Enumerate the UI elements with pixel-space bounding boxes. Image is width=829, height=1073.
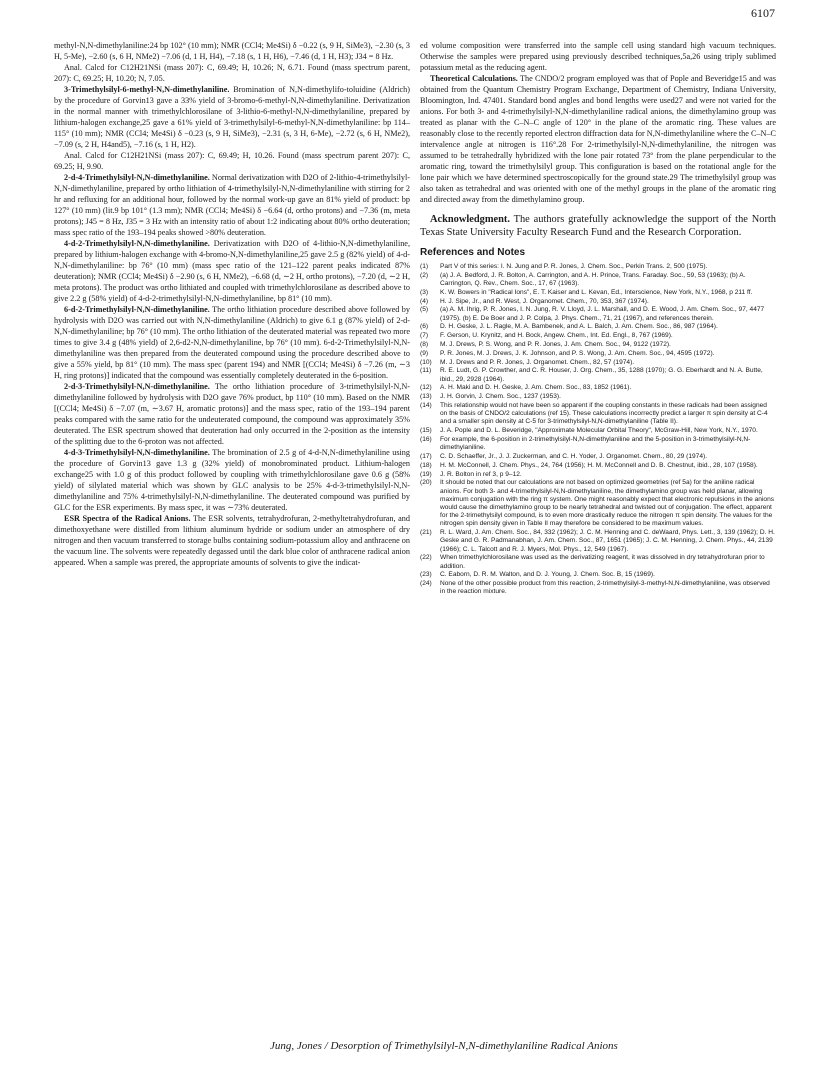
reference-item [420,289,776,297]
reference-number: (10) [420,358,432,366]
paragraph-text: The bromination of 2.5 g of 4-d-N,N-dimethylaniline using the procedure of Gorvin13 gave 1.3 g (32% yield) of monobrominated product. Lithium-halogen exchange25 with 1.0 g of this product followed by coupling with trimethylchlorosilane gave 0.6 g (58% yield) of silylated material which was shown by GLC analysis to be 25% 4-d-3-trimethylsilyl-N,N-dimethylaniline and 75% 4-trimethylsilyl-N,N-dimethylaniline. The deuterated compound was purified by GLC for the ESR experiments. By mass spec, it was ∼73% deuterated. [54,448,410,512]
reference-number: (23) [420,571,432,579]
reference-text: (a) J. A. Bedford, J. R. Bolton, A. Carrington, and A. H. Prince, Trans. Faraday. Soc., 59, 53 (1963); (b) A. Carrington, Q. Rev., Chem. Soc., 17, 67 (1963). [440,271,746,287]
reference-text: (a) A. M. Ihrig, P. R. Jones, I. N. Jung, R. V. Lloyd, J. L. Marshall, and D. E. Wood, J. Am. Chem. Soc., 97, 4477 (1975). (b) E. De Boer and J. P. Colpa, J. Phys. Chem., 71, 21 (1967), and references therein. [440,306,765,322]
section-heading: 3-Trimethylsilyl-6-methyl-N,N-dimethylaniline. [64,85,230,94]
section-heading: 4-d-3-Trimethylsilyl-N,N-dimethylaniline. [64,448,210,457]
reference-item [420,453,776,461]
reference-item [420,367,776,383]
reference-item [420,384,776,392]
reference-text: J. R. Bolton in ref 3, p 9–12. [440,470,522,478]
reference-item [420,402,776,427]
references-list [420,263,776,597]
reference-item [420,554,776,570]
reference-number: (15) [420,427,432,435]
reference-number: (8) [420,340,429,348]
left-column-paragraph [54,172,410,238]
reference-number: (2) [420,271,429,279]
reference-text: H. J. Sipe, Jr., and R. West, J. Organomet. Chem., 70, 353, 367 (1974). [440,297,649,305]
reference-number: (11) [420,367,432,375]
acknowledgment-heading: Acknowledgment. [430,214,510,225]
left-column-paragraph [54,40,410,62]
left-column-paragraph [54,150,410,172]
reference-text: When trimethylchlorosilane was used as the derivatizing reagent, it was dissolved in dry tetrahydrofuran prior to addition. [440,554,765,570]
reference-item [420,479,776,528]
section-heading: Theoretical Calculations. [430,74,518,83]
left-column-paragraph [54,447,410,513]
reference-item [420,323,776,331]
reference-number: (18) [420,461,432,469]
section-heading: 2-d-4-Trimethylsilyl-N,N-dimethylaniline. [64,173,210,182]
reference-item [420,359,776,367]
reference-number: (21) [420,529,432,537]
reference-text: A. H. Maki and D. H. Geske, J. Am. Chem. Soc., 83, 1852 (1961). [440,384,632,392]
reference-text: This relationship would not have been so apparent if the coupling constants in these radicals had been assigned on the basis of CNDO/2 calculations (ref 15). These calculations incorrectly predict a larger π spin density at C-4 and a smaller spin density at C-5 for 3-trimethylsilyl-N,N-dimethylaniline (Table II). [440,401,768,426]
reference-text: P. R. Jones, M. J. Drews, J. K. Johnson, and P. S. Wong, J. Am. Chem. Soc., 94, 4595 (1972). [440,349,715,357]
reference-text: R. E. Ludt, G. P. Crowther, and C. R. Houser, J. Org. Chem., 35, 1288 (1970); G. G. Eberhardt and N. A. Butte, ibid., 29, 2928 (1964). [440,367,763,383]
reference-number: (16) [420,435,432,443]
reference-text: H. M. McConnell, J. Chem. Phys., 24, 764 (1956); H. M. McConnell and D. B. Chestnut, ibid., 28, 107 (1958). [440,461,758,469]
reference-item [420,298,776,306]
reference-number: (17) [420,452,432,460]
paragraph-text: The ESR solvents, tetrahydrofuran, 2-methyltetrahydrofuran, and dimethoxyethane were distilled from lithium aluminum hydride or sodium under an atmosphere of dry nitrogen and then vacuum transferred to storage bulbs containing sodium-potassium alloy and anthracene on the vacuum line. The solvents were repeatedly degassed until the dark blue color of anthracene radical anion appeared. When a sample was prered, the appropriate amounts of solvents to give the indicat- [54,514,410,567]
reference-text: None of the other possible product from this reaction, 2-trimethylsilyl-3-methyl-N,N-dimethylaniline, was observed in the reaction mixture. [440,580,770,596]
reference-item [420,272,776,288]
reference-text: Part V of this series: I. N. Jung and P. R. Jones, J. Chem. Soc., Perkin Trans. 2, 500 (1975). [440,263,708,270]
reference-number: (6) [420,323,429,331]
reference-item [420,580,776,596]
right-column-body [420,40,776,205]
reference-item [420,427,776,435]
paragraph-text: The ortho lithiation procedure of 3-trimethylsilyl-N,N-dimethylaniline followed by hydrolysis with D2O gave 76% product, bp 110° (10 mm). Based on the NMR [(CCl4; Me4Si) δ −7.07 (m, ∼3.67 H, aromatic protons)] and the mass spec, ratio of the 193–194 parent peaks compared with the same ratio for the undeuterated compound, the compound was approximately 35% deuterated. The ESR spectrum showed that deuteration had only occurred in the 2-position as the intensity of the splitting due to the 6-proton was not affected. [54,382,410,446]
reference-item [420,341,776,349]
left-column [54,40,410,568]
reference-number: (1) [420,263,429,270]
reference-number: (22) [420,554,432,562]
reference-item [420,263,776,271]
paragraph-text: Derivatization with D2O of 4-lithio-N,N-dimethylaniline, prepared by lithium-halogen exchange with 4-bromo-N,N-dimethylaniline,25 gave 2.5 g (82% yield) of 4-d-N,N-dimethylaniline: bp 76° (10 mm) (mass spec ratio of the 121–122 parent peaks indicated 87% deuteration); NMR (CCl4; Me4Si) δ −2.90 (s, 6 H, NMe2), −6.68 (d, ∼2 H, ortho protons), −7.20 (d, ∼2 H, meta protons). The product was ortho lithiated and coupled with trimethylchlorosilane as described above to give 2.2 g (58% yield) of 4-d-2-trimethylsilyl-N,N-dimethylaniline, bp 81° (10 mm). [54,239,410,303]
section-heading: 6-d-2-Trimethylsilyl-N,N-dimethylaniline. [64,305,210,314]
reference-text: M. J. Drews, P. S. Wong, and P. R. Jones, J. Am. Chem. Soc., 94, 9122 (1972). [440,340,671,348]
reference-text: F. Gerson, U. Krynitz, and H. Bock, Angew. Chem., Int. Ed. Engl., 8, 767 (1969). [440,332,673,340]
reference-text: C. D. Schaeffer, Jr., J. J. Zuckerman, and C. H. Yoder, J. Organomet. Chem., 80, 29 (1974). [440,452,708,460]
reference-item [420,471,776,479]
reference-item [420,350,776,358]
reference-number: (20) [420,479,432,487]
reference-item [420,529,776,554]
reference-number: (9) [420,349,429,357]
reference-item [420,462,776,470]
page-number: 6107 [751,6,775,20]
reference-number: (12) [420,384,432,392]
paragraph-text: Anal. Calcd for C12H21NSi (mass 207): C, 69.49; H, 10.26; N, 6.71. Found (mass spectrum parent, 207): C, 69.25; H, 10.20; N, 7.05. [54,63,410,83]
left-column-paragraph [54,513,410,568]
page-footer: Jung, Jones / Desorption of Trimethylsilyl-N,N-dimethylaniline Radical Anions [270,1040,618,1052]
left-column-paragraph [54,62,410,84]
reference-number: (13) [420,393,432,401]
reference-text: It should be noted that our calculations are not based on optimized geometries (ref 5a) for the aniline radical anions. For both 3- and 4-trimethylsilyl-N,N-dimethylaniline, the dimethylamino group was held planar, allowing maximum conjugation with the ring π system. One might reasonably expect that electronic repulsions in the anions would cause the dimethylamino group to be nearly tetrahedral and twisted out of conjugation. The effect, apparent for the 2-trimethylsilyl compound, is to even more drastically reduce the nitrogen π spin density. The values for the nitrogen spin density given in Table II may therefore be considered to be maximum values. [440,479,775,528]
reference-text: C. Eaborn, D. R. M. Walton, and D. J. Young, J. Chem. Soc. B, 15 (1969). [440,571,655,579]
left-column-paragraph [54,238,410,304]
paragraph-text: ed volume composition were transferred into the sample cell using standard high vacuum techniques. Otherwise the samples were prepared using previously described techniques,5a,26 using triply sublimed potassium metal as the reducing agent. [420,41,776,72]
reference-number: (24) [420,580,432,588]
section-heading: 2-d-3-Trimethylsilyl-N,N-dimethylaniline. [64,382,210,391]
acknowledgment-text: The authors gratefully acknowledge the support of the North Texas State University Faculty Research Fund and the Research Corporation. [420,214,776,238]
reference-item [420,393,776,401]
reference-item [420,332,776,340]
reference-text: D. H. Geske, J. L. Ragle, M. A. Bambenek, and A. L. Balch, J. Am. Chem. Soc., 86, 987 (1964). [440,323,718,331]
right-column [420,40,776,597]
reference-item [420,571,776,579]
reference-text: R. L. Ward, J. Am. Chem. Soc., 84, 332 (1962); J. C. M. Henning and C. deWaard, Phys. Lett., 3, 139 (1962); D. H. Geske and G. R. Padmanabhan, J. Am. Chem. Soc., 87, 1651 (1965); J. C. M. Henning, J. Chem. Phys., 44, 2139 (1966); C. L. Talcott and R. J. Myers, Mol. Phys., 12, 549 (1967). [440,529,775,553]
right-column-paragraph [420,40,776,73]
left-column-paragraph [54,84,410,150]
reference-number: (3) [420,288,429,296]
section-heading: ESR Spectra of the Radical Anions. [64,514,191,523]
reference-text: J. H. Gorvin, J. Chem. Soc., 1237 (1953). [440,393,561,401]
reference-text: J. A. Pople and D. L. Beveridge, "Approximate Molecular Orbital Theory", McGraw-Hill, New York, N.Y., 1970. [440,427,758,435]
references-title: References and Notes [420,247,526,258]
reference-text: For example, the 6-position in 2-trimethylsilyl-N,N-dimethylaniline and the 5-position in 3-trimethylsilyl-N,N-dimethylaniline. [440,435,751,452]
reference-number: (5) [420,306,429,314]
paragraph-text: methyl-N,N-dimethylaniline:24 bp 102° (10 mm); NMR (CCl4; Me4Si) δ −0.22 (s, 9 H, SiMe3), −2.30 (s, 3 H, 5-Me), −2.60 (s, 6 H, NMe2) −7.06 (d, 1 H, H4), −7.18 (s, 1 H, H6), −7.46 (d, 1 H, H3); J34 = 8 Hz. [54,41,410,61]
acknowledgment [420,213,776,239]
reference-text: K. W. Bowers in "Radical Ions", E. T. Kaiser and L. Kevan, Ed., Interscience, New York, N.Y., 1968, p 211 ff. [440,288,753,296]
reference-number: (4) [420,297,429,305]
left-column-paragraph [54,381,410,447]
paragraph-text: Normal derivatization with D2O of 2-lithio-4-trimethylsilyl-N,N-dimethylaniline, prepared by ortho lithiation of 4-trimethylsilyl-N,N-dimethylaniline with stirring for 2 hr and refluxing for an additional hour, followed by the normal work-up gave an 81% yield of product: bp 127° (10 mm) (lit.9 bp 101° (1.3 mm); NMR (CCl4; Me4Si) δ −6.64 (d, ortho protons) and −7.36 (m, meta protons); J45 = 8 Hz, J35 = 3 Hz with an intensity ratio of about 1:2 indicating about 80% ortho deuteration; mass spec ratio of the 193–194 peaks showed >80% deuteration. [54,173,410,237]
reference-number: (14) [420,401,432,409]
paragraph-text: Bromination of N,N-dimethylifo-toluidine (Aldrich) by the procedure of Gorvin13 gave a 33% yield of 3-bromo-6-methyl-N,N-dimethylaniline. Derivatization in the normal manner with trimethylchlorosilane of 3-lithio-6-methyl-N,N-dimethylaniline, prepared by lithium-halogen exchange,25 gave a 61% yield of 3-trimethylsilyl-6-methyl-N,N-dimethylaniline: bp 114–115° (10 mm); NMR (CCl4; Me4Si) δ −0.23 (s, 9 H, SiMe3), −2.31 (s, 3 H, 6-Me), −2.72 (s, 6 H, NMe2), −7.09 (s, 2 H, H4and5), −7.16 (s, 1 H, H2). [54,85,410,149]
paragraph-text: The ortho lithiation procedure described above followed by hydrolysis with D2O was carried out with N,N-dimethylaniline (Aldrich) to give 6.1 g (87% yield) of 2-d-N,N-dimethylaniline; bp 76° (10 mm). The ortho lithiation of the deuterated material was repeated two more times to give 3.4 g (48% yield) of 2,6-d2-N,N-dimethylaniline, bp 76° (10 mm). 6-d-2-Trimethylsilyl-N,N-dimethylaniline was then prepared from the deuterated compound using the procedure described above to give a 55% yield, bp 81° (10 mm). The mass spec (parent 194) and NMR [(CCl4; Me4Si) δ −7.26 (m, ∼3 H, ring protons)] indicated that the compound was essentially completely deuterated in the 6-position. [54,305,410,380]
section-heading: 4-d-2-Trimethylsilyl-N,N-dimethylaniline. [64,239,210,248]
paragraph-text: Anal. Calcd for C12H21NSi (mass 207): C, 69.49; H, 10.26. Found (mass spectrum parent 207): C, 69.25; H, 9.90. [54,151,410,171]
right-column-paragraph [420,73,776,205]
reference-number: (19) [420,470,432,478]
reference-number: (7) [420,332,429,340]
reference-item [420,436,776,452]
reference-text: M. J. Drews and P. R. Jones, J. Organomet. Chem., 82, 57 (1974). [440,358,635,366]
reference-item [420,306,776,322]
paragraph-text: The CNDO/2 program employed was that of Pople and Beveridge15 and was obtained from the Quantum Chemistry Program Exchange, Department of Chemistry, Indiana University, Bloomington, Ind. 47401. Standard bond angles and bond lengths were used27 and were not varied for the anions. For both 3- and 4-trimethylsilyl-N,N-dimethylaniline radical anions, the dimethylamino group was treated as planar with the C–N–C angle of 120° in the plane of the aromatic ring. These values are reasonably close to the recently reported electron diffraction data for N,N-dimethylaniline where the C–N–C intervalence angle at nitrogen is 116°.28 For 2-trimethylsilyl-N,N-dimethylaniline, the nitrogen was assumed to be tetrahedrally hybridized with the lone pair rotated 73° from the plane perpendicular to the aromatic ring, toward the trimethylsilyl group. This configuration is based on the rotational angle for the lone pair which we have determined spectroscopically for the ground state.29 The trimethylsilyl group was also taken as tetrahedral and was oriented with one of the methyl groups in the plane of the aromatic ring and directed away from the dimethylamino group. [420,74,776,204]
left-column-paragraph [54,304,410,381]
